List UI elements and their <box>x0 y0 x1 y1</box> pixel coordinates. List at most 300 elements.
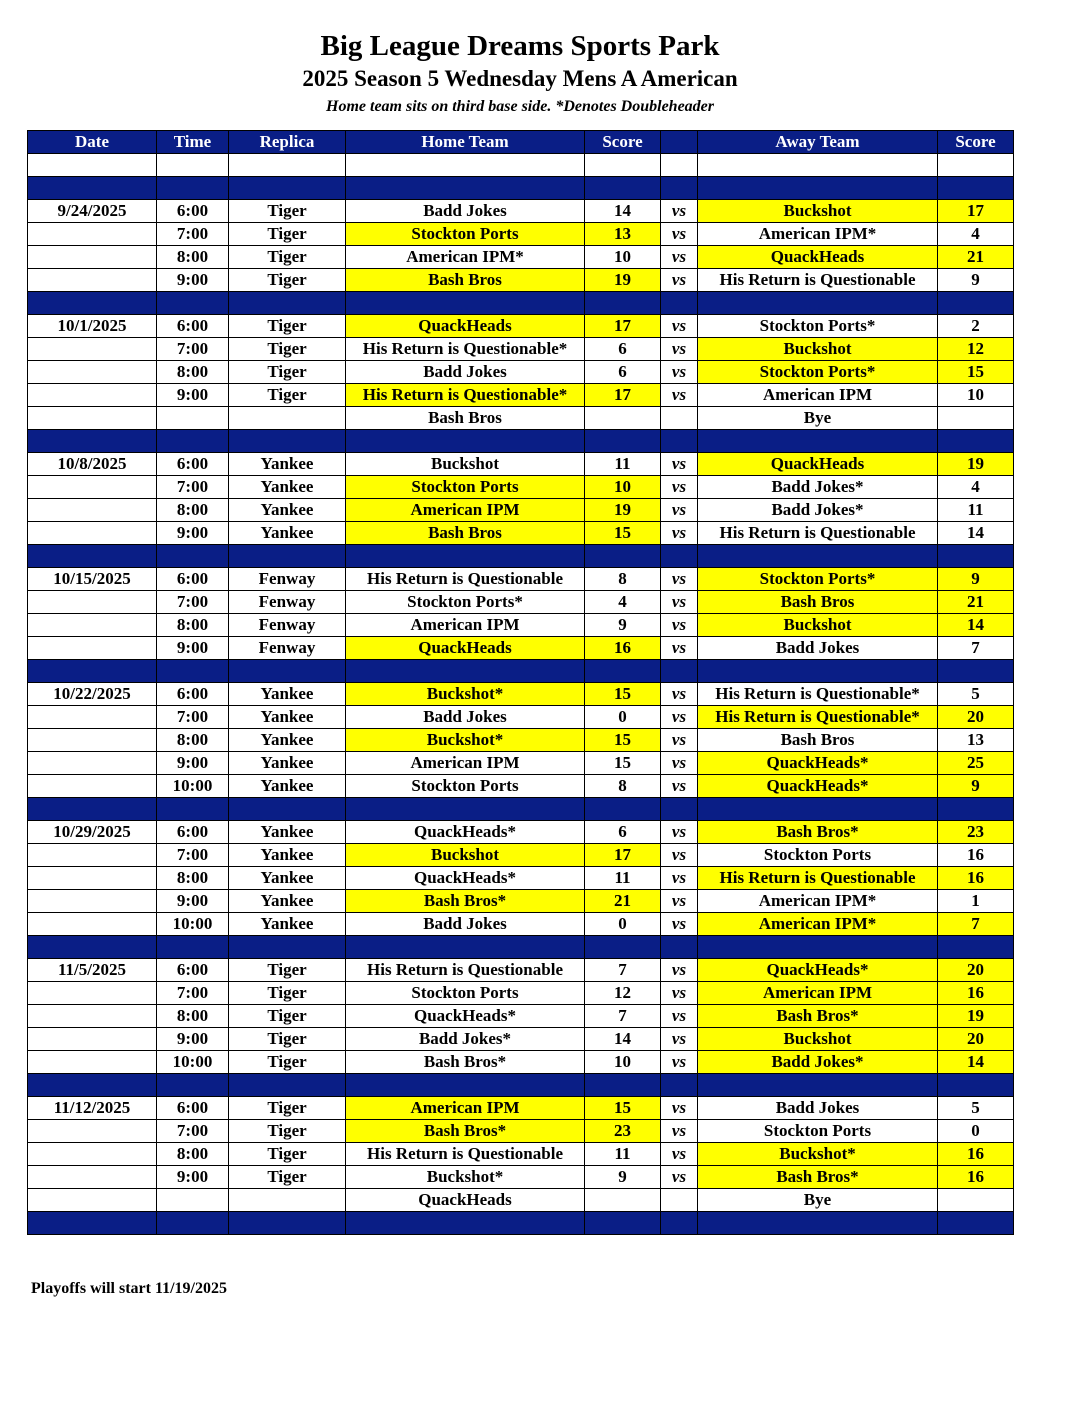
away-score: 21 <box>938 591 1014 614</box>
vs-label: vs <box>661 384 698 407</box>
away-team: American IPM <box>698 384 938 407</box>
bye-row <box>28 407 1014 430</box>
vs-label: vs <box>661 1120 698 1143</box>
game-replica: Fenway <box>229 614 346 637</box>
game-row <box>28 200 1014 223</box>
game-replica: Yankee <box>229 752 346 775</box>
home-team: Badd Jokes <box>346 706 585 729</box>
game-time: 8:00 <box>157 614 229 637</box>
column-header-away-score: Score <box>938 131 1014 154</box>
game-replica: Tiger <box>229 200 346 223</box>
game-row <box>28 706 1014 729</box>
game-time: 9:00 <box>157 269 229 292</box>
game-time: 7:00 <box>157 982 229 1005</box>
away-score: 16 <box>938 844 1014 867</box>
home-score: 21 <box>585 890 661 913</box>
home-team: Buckshot* <box>346 729 585 752</box>
game-date <box>28 913 157 936</box>
game-time: 6:00 <box>157 200 229 223</box>
home-score: 14 <box>585 200 661 223</box>
game-time: 8:00 <box>157 867 229 890</box>
home-score: 10 <box>585 476 661 499</box>
schedule-table <box>27 130 1014 1235</box>
home-score <box>585 1189 661 1212</box>
home-team: QuackHeads* <box>346 867 585 890</box>
home-team: Bash Bros* <box>346 890 585 913</box>
away-score: 4 <box>938 476 1014 499</box>
vs-label: vs <box>661 200 698 223</box>
game-replica: Tiger <box>229 223 346 246</box>
vs-label: vs <box>661 890 698 913</box>
game-row <box>28 384 1014 407</box>
vs-label: vs <box>661 522 698 545</box>
vs-label: vs <box>661 637 698 660</box>
home-team: Badd Jokes* <box>346 1028 585 1051</box>
game-date: 9/24/2025 <box>28 200 157 223</box>
game-time: 7:00 <box>157 338 229 361</box>
home-score: 0 <box>585 913 661 936</box>
game-time: 6:00 <box>157 453 229 476</box>
away-team: QuackHeads* <box>698 959 938 982</box>
game-time: 10:00 <box>157 775 229 798</box>
vs-label: vs <box>661 361 698 384</box>
game-replica: Tiger <box>229 959 346 982</box>
game-time: 7:00 <box>157 1120 229 1143</box>
home-score: 15 <box>585 729 661 752</box>
home-score: 14 <box>585 1028 661 1051</box>
away-score: 11 <box>938 499 1014 522</box>
column-header-date: Date <box>28 131 157 154</box>
home-team: Badd Jokes <box>346 200 585 223</box>
game-date <box>28 1120 157 1143</box>
game-row <box>28 1005 1014 1028</box>
away-score: 5 <box>938 1097 1014 1120</box>
home-team: American IPM <box>346 499 585 522</box>
home-team: QuackHeads* <box>346 821 585 844</box>
away-score: 23 <box>938 821 1014 844</box>
game-time: 9:00 <box>157 1166 229 1189</box>
game-row <box>28 246 1014 269</box>
home-team: His Return is Questionable* <box>346 384 585 407</box>
game-date <box>28 361 157 384</box>
game-replica: Yankee <box>229 729 346 752</box>
game-date: 11/12/2025 <box>28 1097 157 1120</box>
page-header <box>0 28 1040 118</box>
page-title: Big League Dreams Sports Park <box>320 30 720 62</box>
home-score: 8 <box>585 775 661 798</box>
game-replica: Yankee <box>229 476 346 499</box>
game-time: 6:00 <box>157 315 229 338</box>
game-time: 8:00 <box>157 1005 229 1028</box>
vs-label: vs <box>661 315 698 338</box>
away-score: 13 <box>938 729 1014 752</box>
game-date <box>28 246 157 269</box>
home-score: 16 <box>585 637 661 660</box>
game-date: 10/15/2025 <box>28 568 157 591</box>
game-replica: Yankee <box>229 775 346 798</box>
away-team: American IPM* <box>698 223 938 246</box>
vs-label <box>661 1189 698 1212</box>
home-team: American IPM <box>346 1097 585 1120</box>
home-team: Stockton Ports <box>346 223 585 246</box>
game-row <box>28 844 1014 867</box>
away-team: American IPM* <box>698 890 938 913</box>
game-replica: Tiger <box>229 1143 346 1166</box>
away-team: Badd Jokes* <box>698 499 938 522</box>
game-row <box>28 775 1014 798</box>
vs-label: vs <box>661 844 698 867</box>
home-team: Badd Jokes <box>346 913 585 936</box>
game-time: 9:00 <box>157 752 229 775</box>
playoffs-note: Playoffs will start 11/19/2025 <box>31 1280 227 1297</box>
game-date <box>28 1143 157 1166</box>
away-score: 14 <box>938 522 1014 545</box>
game-row <box>28 476 1014 499</box>
schedule-note: Home team sits on third base side. *Denotes Doubleheader <box>326 98 714 115</box>
game-row <box>28 752 1014 775</box>
away-score: 10 <box>938 384 1014 407</box>
game-date <box>28 890 157 913</box>
vs-label: vs <box>661 913 698 936</box>
away-team: His Return is Questionable <box>698 522 938 545</box>
game-date <box>28 476 157 499</box>
game-date <box>28 407 157 430</box>
away-score: 20 <box>938 959 1014 982</box>
game-row <box>28 982 1014 1005</box>
game-time: 6:00 <box>157 959 229 982</box>
game-replica: Tiger <box>229 338 346 361</box>
game-replica <box>229 407 346 430</box>
home-team: Stockton Ports <box>346 476 585 499</box>
game-date <box>28 223 157 246</box>
vs-label: vs <box>661 1166 698 1189</box>
game-date <box>28 844 157 867</box>
home-score: 10 <box>585 246 661 269</box>
game-row <box>28 315 1014 338</box>
game-replica <box>229 1189 346 1212</box>
away-team: Bash Bros <box>698 729 938 752</box>
away-team: Buckshot <box>698 1028 938 1051</box>
game-replica: Tiger <box>229 315 346 338</box>
page-subtitle: 2025 Season 5 Wednesday Mens A American <box>302 66 738 91</box>
vs-label: vs <box>661 752 698 775</box>
game-replica: Yankee <box>229 499 346 522</box>
game-date <box>28 614 157 637</box>
game-replica: Tiger <box>229 1005 346 1028</box>
home-score: 11 <box>585 867 661 890</box>
away-score: 9 <box>938 775 1014 798</box>
home-score <box>585 407 661 430</box>
column-header-home-score: Score <box>585 131 661 154</box>
away-score: 16 <box>938 982 1014 1005</box>
home-team: American IPM <box>346 614 585 637</box>
vs-label: vs <box>661 821 698 844</box>
home-team: Buckshot <box>346 844 585 867</box>
home-team: QuackHeads <box>346 637 585 660</box>
home-score: 11 <box>585 453 661 476</box>
game-row <box>28 1028 1014 1051</box>
bye-row <box>28 1189 1014 1212</box>
game-row <box>28 821 1014 844</box>
away-team: QuackHeads* <box>698 775 938 798</box>
vs-label: vs <box>661 706 698 729</box>
away-team: QuackHeads <box>698 246 938 269</box>
home-score: 0 <box>585 706 661 729</box>
home-score: 11 <box>585 1143 661 1166</box>
home-score: 17 <box>585 844 661 867</box>
home-team: Stockton Ports <box>346 982 585 1005</box>
away-score: 4 <box>938 223 1014 246</box>
game-time: 9:00 <box>157 1028 229 1051</box>
game-date <box>28 1189 157 1212</box>
away-score: 20 <box>938 706 1014 729</box>
home-score: 10 <box>585 1051 661 1074</box>
away-team: Buckshot* <box>698 1143 938 1166</box>
column-header-home-team: Home Team <box>346 131 585 154</box>
game-date <box>28 1005 157 1028</box>
vs-label: vs <box>661 614 698 637</box>
away-score: 15 <box>938 361 1014 384</box>
away-score: 12 <box>938 338 1014 361</box>
game-time: 8:00 <box>157 729 229 752</box>
away-team: Stockton Ports <box>698 1120 938 1143</box>
game-row <box>28 729 1014 752</box>
game-row <box>28 637 1014 660</box>
away-team: Buckshot <box>698 200 938 223</box>
away-team: QuackHeads <box>698 453 938 476</box>
away-score: 25 <box>938 752 1014 775</box>
away-score: 2 <box>938 315 1014 338</box>
home-team: Bash Bros <box>346 407 585 430</box>
home-team: QuackHeads <box>346 1189 585 1212</box>
home-team: Buckshot <box>346 453 585 476</box>
home-score: 12 <box>585 982 661 1005</box>
home-score: 9 <box>585 614 661 637</box>
vs-label: vs <box>661 867 698 890</box>
week-separator-row <box>28 177 1014 200</box>
home-team: Badd Jokes <box>346 361 585 384</box>
vs-label: vs <box>661 476 698 499</box>
home-team: Stockton Ports <box>346 775 585 798</box>
home-team: American IPM* <box>346 246 585 269</box>
vs-label: vs <box>661 499 698 522</box>
vs-label: vs <box>661 775 698 798</box>
away-score: 19 <box>938 1005 1014 1028</box>
vs-label: vs <box>661 1005 698 1028</box>
game-replica: Fenway <box>229 637 346 660</box>
home-team: Buckshot* <box>346 683 585 706</box>
game-row <box>28 959 1014 982</box>
away-score: 16 <box>938 867 1014 890</box>
game-date <box>28 706 157 729</box>
home-team: Bash Bros* <box>346 1051 585 1074</box>
game-replica: Yankee <box>229 522 346 545</box>
away-team: Stockton Ports* <box>698 361 938 384</box>
away-team: Stockton Ports <box>698 844 938 867</box>
game-row <box>28 568 1014 591</box>
away-team: Badd Jokes* <box>698 1051 938 1074</box>
home-team: Buckshot* <box>346 1166 585 1189</box>
column-header-away-team: Away Team <box>698 131 938 154</box>
vs-label: vs <box>661 1028 698 1051</box>
week-separator-row <box>28 430 1014 453</box>
vs-label: vs <box>661 591 698 614</box>
game-date <box>28 384 157 407</box>
week-separator-row <box>28 936 1014 959</box>
home-score: 17 <box>585 384 661 407</box>
game-row <box>28 683 1014 706</box>
away-team: American IPM* <box>698 913 938 936</box>
game-row <box>28 1097 1014 1120</box>
game-time: 8:00 <box>157 246 229 269</box>
vs-label: vs <box>661 982 698 1005</box>
vs-label: vs <box>661 683 698 706</box>
away-team: His Return is Questionable* <box>698 683 938 706</box>
away-team: His Return is Questionable <box>698 269 938 292</box>
week-separator-row <box>28 798 1014 821</box>
vs-label: vs <box>661 1097 698 1120</box>
away-team: Buckshot <box>698 614 938 637</box>
game-replica: Tiger <box>229 982 346 1005</box>
column-header-time: Time <box>157 131 229 154</box>
game-time: 8:00 <box>157 1143 229 1166</box>
game-row <box>28 890 1014 913</box>
away-score: 0 <box>938 1120 1014 1143</box>
home-score: 13 <box>585 223 661 246</box>
vs-label: vs <box>661 1051 698 1074</box>
game-row <box>28 1166 1014 1189</box>
game-replica: Tiger <box>229 1120 346 1143</box>
away-score: 21 <box>938 246 1014 269</box>
game-time: 8:00 <box>157 361 229 384</box>
game-date <box>28 591 157 614</box>
game-date: 11/5/2025 <box>28 959 157 982</box>
away-team: Badd Jokes <box>698 637 938 660</box>
game-row <box>28 453 1014 476</box>
away-score: 9 <box>938 568 1014 591</box>
game-time <box>157 407 229 430</box>
away-team: Badd Jokes <box>698 1097 938 1120</box>
away-team: Buckshot <box>698 338 938 361</box>
vs-label <box>661 407 698 430</box>
game-time: 9:00 <box>157 637 229 660</box>
away-score <box>938 407 1014 430</box>
away-score: 20 <box>938 1028 1014 1051</box>
away-score: 7 <box>938 913 1014 936</box>
game-time: 6:00 <box>157 1097 229 1120</box>
home-team: American IPM <box>346 752 585 775</box>
game-row <box>28 499 1014 522</box>
away-team: His Return is Questionable <box>698 867 938 890</box>
home-score: 23 <box>585 1120 661 1143</box>
home-team: His Return is Questionable* <box>346 338 585 361</box>
home-team: His Return is Questionable <box>346 959 585 982</box>
home-score: 19 <box>585 499 661 522</box>
away-team: Bye <box>698 407 938 430</box>
home-team: His Return is Questionable <box>346 568 585 591</box>
game-replica: Yankee <box>229 913 346 936</box>
game-replica: Fenway <box>229 591 346 614</box>
home-score: 6 <box>585 821 661 844</box>
game-date <box>28 729 157 752</box>
vs-label: vs <box>661 729 698 752</box>
game-date <box>28 1166 157 1189</box>
home-score: 4 <box>585 591 661 614</box>
home-team: His Return is Questionable <box>346 1143 585 1166</box>
away-team: Bash Bros* <box>698 1166 938 1189</box>
game-row <box>28 867 1014 890</box>
game-replica: Tiger <box>229 1028 346 1051</box>
vs-label: vs <box>661 223 698 246</box>
away-team: His Return is Questionable* <box>698 706 938 729</box>
game-time: 9:00 <box>157 522 229 545</box>
column-header-replica: Replica <box>229 131 346 154</box>
game-row <box>28 361 1014 384</box>
vs-label: vs <box>661 1143 698 1166</box>
home-team: QuackHeads* <box>346 1005 585 1028</box>
game-date: 10/1/2025 <box>28 315 157 338</box>
game-time: 7:00 <box>157 706 229 729</box>
game-time: 10:00 <box>157 1051 229 1074</box>
game-row <box>28 338 1014 361</box>
game-replica: Tiger <box>229 384 346 407</box>
home-team: Bash Bros <box>346 269 585 292</box>
game-replica: Yankee <box>229 821 346 844</box>
week-separator-row <box>28 545 1014 568</box>
game-replica: Tiger <box>229 269 346 292</box>
game-date <box>28 1028 157 1051</box>
schedule-body <box>28 154 1014 1235</box>
vs-label: vs <box>661 246 698 269</box>
away-team: Bash Bros <box>698 591 938 614</box>
game-time: 7:00 <box>157 591 229 614</box>
game-replica: Yankee <box>229 867 346 890</box>
game-date <box>28 867 157 890</box>
home-score: 17 <box>585 315 661 338</box>
game-date <box>28 982 157 1005</box>
game-replica: Tiger <box>229 361 346 384</box>
home-score: 6 <box>585 361 661 384</box>
home-score: 9 <box>585 1166 661 1189</box>
header-row <box>28 131 1014 154</box>
game-row <box>28 913 1014 936</box>
week-separator-row <box>28 292 1014 315</box>
game-replica: Yankee <box>229 890 346 913</box>
home-team: Bash Bros* <box>346 1120 585 1143</box>
game-replica: Tiger <box>229 1051 346 1074</box>
away-score: 5 <box>938 683 1014 706</box>
blank-row <box>28 154 1014 177</box>
game-time: 9:00 <box>157 890 229 913</box>
game-time: 10:00 <box>157 913 229 936</box>
vs-label: vs <box>661 959 698 982</box>
vs-label: vs <box>661 568 698 591</box>
away-score: 19 <box>938 453 1014 476</box>
home-score: 8 <box>585 568 661 591</box>
away-team: Stockton Ports* <box>698 315 938 338</box>
game-date <box>28 752 157 775</box>
game-date <box>28 269 157 292</box>
game-time: 8:00 <box>157 499 229 522</box>
game-date <box>28 499 157 522</box>
away-score: 9 <box>938 269 1014 292</box>
away-team: QuackHeads* <box>698 752 938 775</box>
game-date <box>28 775 157 798</box>
home-team: Stockton Ports* <box>346 591 585 614</box>
home-score: 15 <box>585 752 661 775</box>
game-time: 7:00 <box>157 476 229 499</box>
game-date <box>28 522 157 545</box>
